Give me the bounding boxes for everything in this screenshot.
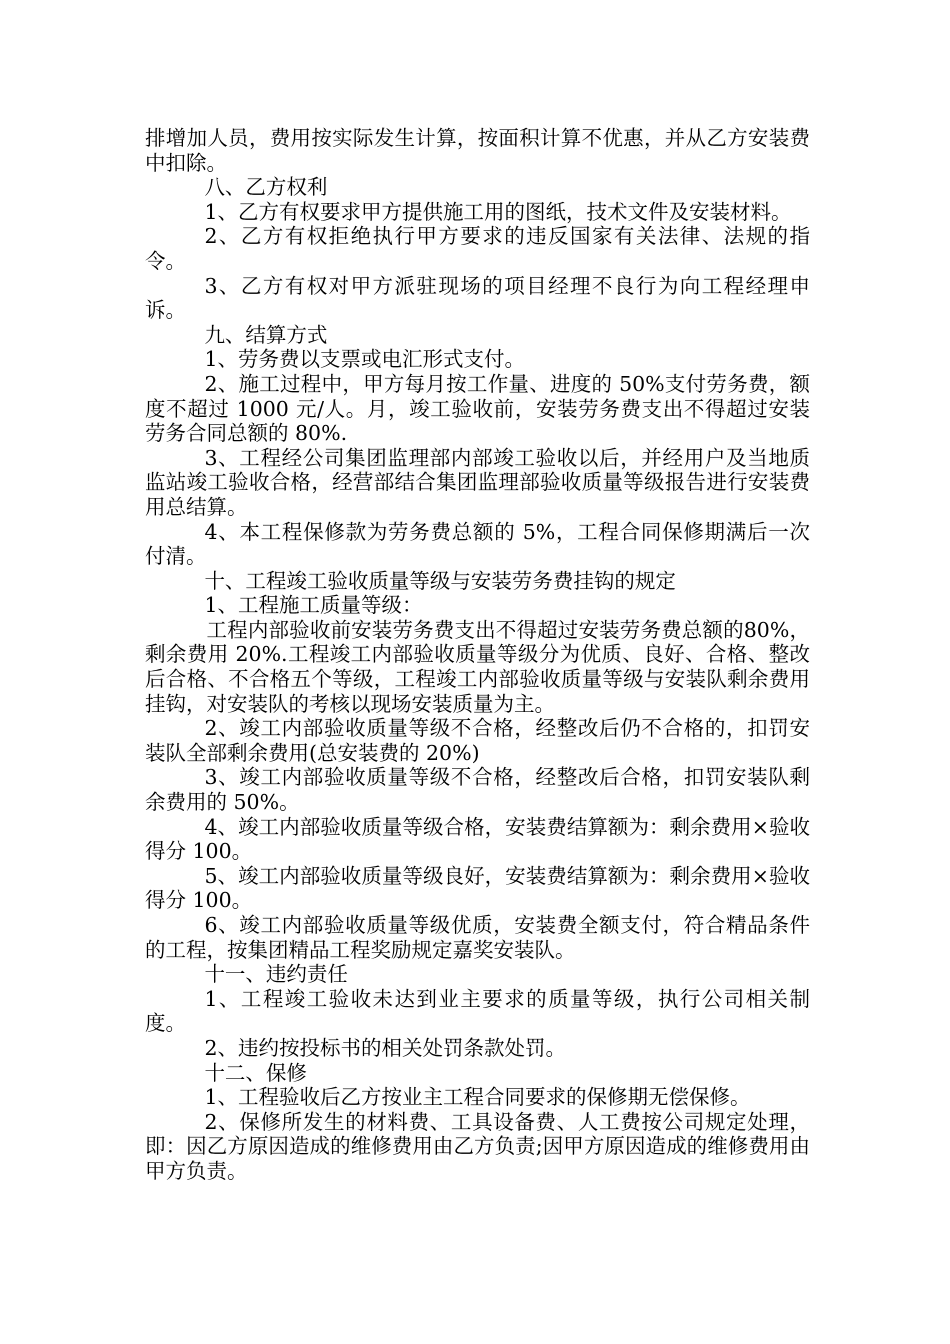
paragraph-10-2: 2、竣工内部验收质量等级不合格，经整改后仍不合格的，扣罚安装队全部剩余费用(总安装费的 20%) (145, 716, 810, 765)
section-heading-10: 十、工程竣工验收质量等级与安装劳务费挂钩的规定 (204, 568, 676, 593)
paragraph-10-6: 6、竣工内部验收质量等级优质，安装费全额支付，符合精品条件的工程，按集团精品工程奖励规定嘉奖安装队。 (145, 913, 810, 962)
section-heading-9: 九、结算方式 (204, 322, 328, 347)
paragraph-10-3: 3、竣工内部验收质量等级不合格，经整改后合格，扣罚安装队剩余费用的 50%。 (145, 765, 810, 815)
paragraph-10-1: 1、工程施工质量等级： (204, 593, 423, 618)
document-page (145, 126, 810, 1184)
paragraph-12-2: 2、保修所发生的材料费、工具设备费、人工费按公司规定处理，即：因乙方原因造成的维修费用由乙方负责;因甲方原因造成的维修费用由甲方负责。 (145, 1109, 810, 1183)
paragraph-10-1-body: 工程内部验收前安装劳务费支出不得超过安装劳务费总额的80%，剩余费用 20%.工程竣工内部验收质量等级分为优质、良好、合格、整改后合格、不合格五个等级，工程竣工内部验收质量等级与安装队剩余费用挂钩，对安装队的考核以现场安装质量为主。 (145, 617, 810, 716)
paragraph-8-1: 1、乙方有权要求甲方提供施工用的图纸，技术文件及安装材料。 (204, 199, 792, 224)
section-heading-11: 十一、违约责任 (204, 962, 348, 987)
paragraph-11-2: 2、违约按投标书的相关处罚条款处罚。 (204, 1035, 566, 1060)
paragraph-8-2: 2、乙方有权拒绝执行甲方要求的违反国家有关法律、法规的指令。 (145, 224, 810, 273)
paragraph-9-4: 4、本工程保修款为劳务费总额的 5%，工程合同保修期满后一次付清。 (145, 519, 810, 569)
paragraph-10-4: 4、竣工内部验收质量等级合格，安装费结算额为：剩余费用×验收得分 100。 (145, 814, 810, 864)
paragraph-continuation: 排增加人员，费用按实际发生计算，按面积计算不优惠，并从乙方安装费中扣除。 (145, 126, 810, 175)
paragraph-9-1: 1、劳务费以支票或电汇形式支付。 (204, 347, 525, 372)
paragraph-12-1: 1、工程验收后乙方按业主工程合同要求的保修期无偿保修。 (204, 1085, 751, 1110)
paragraph-10-5: 5、竣工内部验收质量等级良好，安装费结算额为：剩余费用×验收得分 100。 (145, 863, 810, 913)
section-heading-12: 十二、保修 (204, 1060, 307, 1085)
paragraph-8-3: 3、乙方有权对甲方派驻现场的项目经理不良行为向工程经理申诉。 (145, 273, 810, 323)
paragraph-9-3: 3、工程经公司集团监理部内部竣工验收以后，并经用户及当地质监站竣工验收合格，经营部结合集团监理部验收质量等级报告进行安装费用总结算。 (145, 445, 810, 519)
paragraph-11-1: 1、工程竣工验收未达到业主要求的质量等级，执行公司相关制度。 (145, 986, 810, 1036)
section-heading-8: 八、乙方权利 (204, 175, 328, 200)
paragraph-9-2: 2、施工过程中，甲方每月按工作量、进度的 50%支付劳务费，额度不超过 1000 元/人。月，竣工验收前，安装劳务费支出不得超过安装劳务合同总额的 80%. (145, 371, 810, 446)
